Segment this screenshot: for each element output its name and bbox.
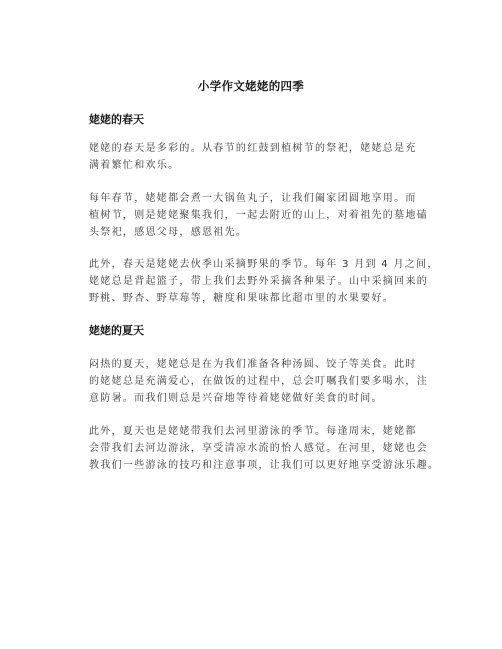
paragraph-line: 姥姥的春天是多彩的。从春节的红鼓到植树节的祭祀，姥姥总是充 — [89, 143, 417, 154]
section-heading-summer: 姥姥的夏天 — [89, 324, 144, 337]
paragraph-line: 教我们一些游泳的技巧和注意事项，让我们可以更好地享受游泳乐趣。 — [89, 460, 440, 471]
paragraph-line: 会带我们去河边游泳，享受清凉水流的怡人感觉。在河里，姥姥也会 — [89, 443, 428, 454]
paragraph-line: 头祭祀，感恩父母，感恩祖先。 — [89, 227, 248, 238]
paragraph-line: 满着繁忙和欢乐。 — [89, 160, 180, 171]
paragraph-line: 闷热的夏天，姥姥总是在为我们准备各种汤圆、饺子等美食。此时 — [89, 359, 417, 370]
paragraph-line: 意防暑。而我们则总是兴奋地等待着姥姥做好美食的时间。 — [89, 393, 383, 404]
paragraph-line: 植树节，则是姥姥聚集我们，一起去附近的山上，对着祖先的墓地磕 — [89, 210, 428, 221]
section-heading-spring: 姥姥的春天 — [89, 113, 144, 126]
paragraph-line: 的姥姥总是充满爱心，在做饭的过程中，总会叮嘱我们要多喝水，注 — [89, 376, 428, 387]
paragraph-line: 此外，春天是姥姥去伙季山采摘野果的季节。每年 3 月到 4 月之间， — [89, 259, 439, 270]
paragraph-line: 野桃、野杏、野草莓等，糖度和果味都比超市里的水果要好。 — [89, 293, 395, 304]
document-title: 小学作文姥姥的四季 — [197, 79, 305, 93]
paragraph-line: 此外，夏天也是姥姥带我们去河里游泳的季节。每逢周末，姥姥都 — [89, 426, 417, 437]
paragraph-line: 姥姥总是背起篮子，带上我们去野外采摘各种果子。山中采摘回来的 — [89, 276, 428, 287]
paragraph-line: 每年春节，姥姥都会煮一大锅鱼丸子，让我们阖家团圆地享用。而 — [89, 193, 417, 204]
